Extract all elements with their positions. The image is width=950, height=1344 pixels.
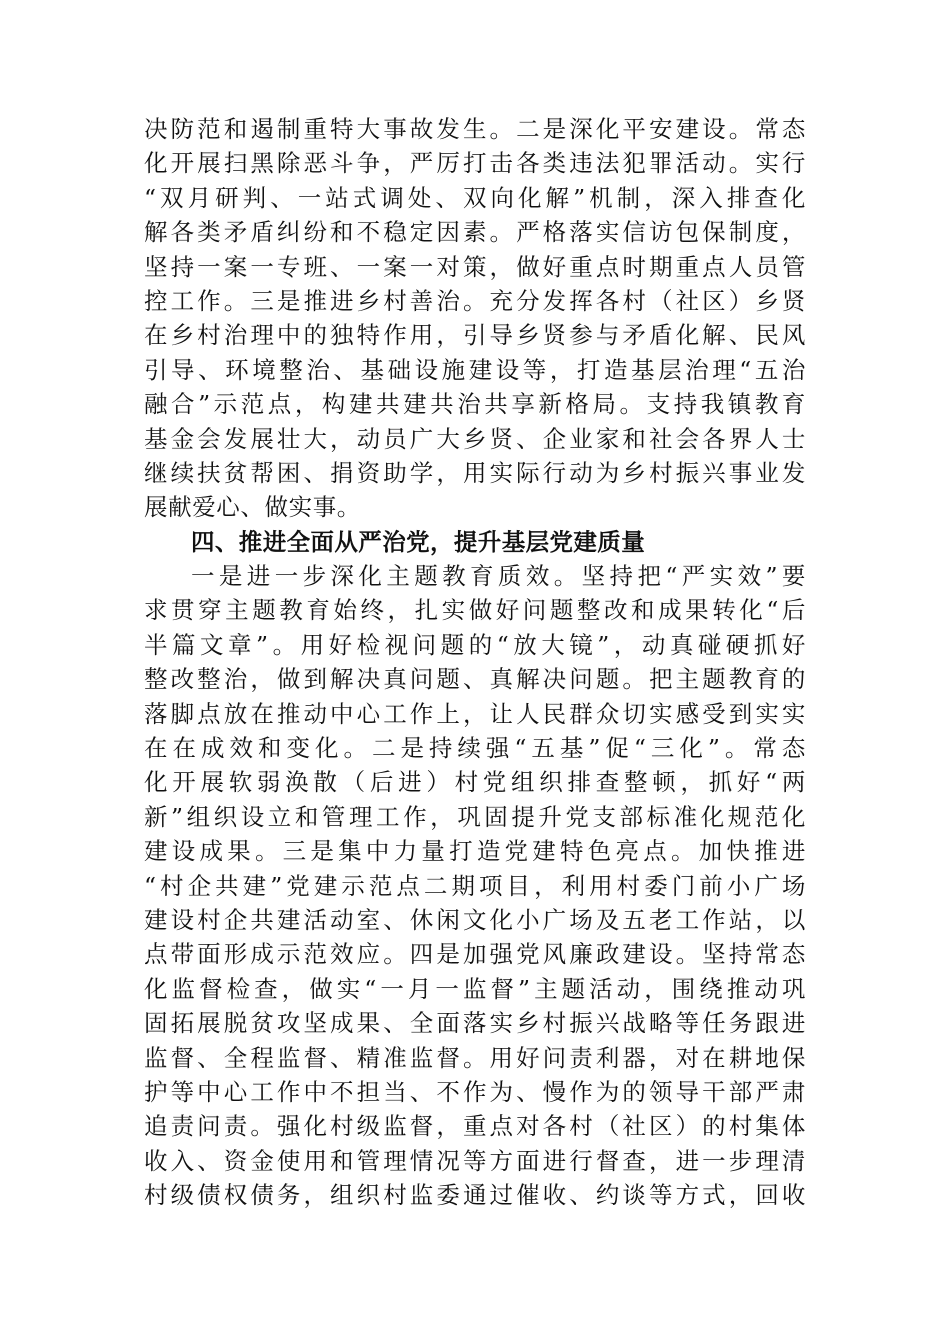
- section-line: 在在成效和变化。二是持续强“五基”促“三化”。常态: [144, 734, 806, 763]
- section-line: 护等中心工作中不担当、不作为、慢作为的领导干部严肃: [144, 1077, 806, 1106]
- paragraph-line: 控工作。三是推进乡村善治。充分发挥各村（社区）乡贤: [144, 286, 806, 315]
- section-line: 建设村企共建活动室、休闲文化小广场及五老工作站，以: [144, 905, 806, 934]
- section-line: 固拓展脱贫攻坚成果、全面落实乡村振兴战略等任务跟进: [144, 1009, 806, 1038]
- section-line: 新”组织设立和管理工作，巩固提升党支部标准化规范化: [144, 802, 806, 831]
- section-line: 一是进一步深化主题教育质效。坚持把“严实效”要: [191, 562, 806, 591]
- paragraph-line: 解各类矛盾纠纷和不稳定因素。严格落实信访包保制度，: [144, 218, 806, 247]
- section-heading: 四、推进全面从严治党，提升基层党建质量: [191, 527, 646, 556]
- section-line: 收入、资金使用和管理情况等方面进行督查，进一步理清: [144, 1146, 806, 1175]
- section-line: 建设成果。三是集中力量打造党建特色亮点。加快推进: [144, 837, 806, 866]
- paragraph-line: 决防范和遏制重特大事故发生。二是深化平安建设。常态: [144, 115, 806, 143]
- section-line: 化监督检查，做实“一月一监督”主题活动，围绕推动巩: [144, 974, 806, 1003]
- section-line: 化开展软弱涣散（后进）村党组织排查整顿，抓好“两: [144, 768, 806, 797]
- paragraph-line: 化开展扫黑除恶斗争，严厉打击各类违法犯罪活动。实行: [144, 149, 806, 178]
- paragraph-line: 坚持一案一专班、一案一对策，做好重点时期重点人员管: [144, 252, 806, 281]
- paragraph-line: “双月研判、一站式调处、双向化解”机制，深入排查化: [144, 183, 806, 212]
- section-line: 落脚点放在推动中心工作上，让人民群众切实感受到实实: [144, 699, 806, 728]
- paragraph-line: 引导、环境整治、基础设施建设等，打造基层治理“五治: [144, 355, 806, 384]
- section-line: 村级债权债务，组织村监委通过催收、约谈等方式，回收: [144, 1181, 806, 1210]
- section-line: 监督、全程监督、精准监督。用好问责利器，对在耕地保: [144, 1043, 806, 1072]
- document-body: [144, 112, 806, 1213]
- paragraph-line: 展献爱心、做实事。: [144, 493, 361, 522]
- section-line: 求贯穿主题教育始终，扎实做好问题整改和成果转化“后: [144, 596, 806, 625]
- paragraph-line: 继续扶贫帮困、捐资助学，用实际行动为乡村振兴事业发: [144, 458, 806, 487]
- section-line: 半篇文章”。用好检视问题的“放大镜”，动真碰硬抓好: [144, 630, 806, 659]
- section-line: “村企共建”党建示范点二期项目，利用村委门前小广场: [144, 871, 806, 900]
- paragraph-line: 在乡村治理中的独特作用，引导乡贤参与矛盾化解、民风: [144, 321, 806, 350]
- paragraph-line: 基金会发展壮大，动员广大乡贤、企业家和社会各界人士: [144, 424, 806, 453]
- paragraph-line: 融合”示范点，构建共建共治共享新格局。支持我镇教育: [144, 390, 806, 419]
- section-line: 点带面形成示范效应。四是加强党风廉政建设。坚持常态: [144, 940, 806, 969]
- section-line: 追责问责。强化村级监督，重点对各村（社区）的村集体: [144, 1112, 806, 1141]
- section-line: 整改整治，做到解决真问题、真解决问题。把主题教育的: [144, 665, 806, 694]
